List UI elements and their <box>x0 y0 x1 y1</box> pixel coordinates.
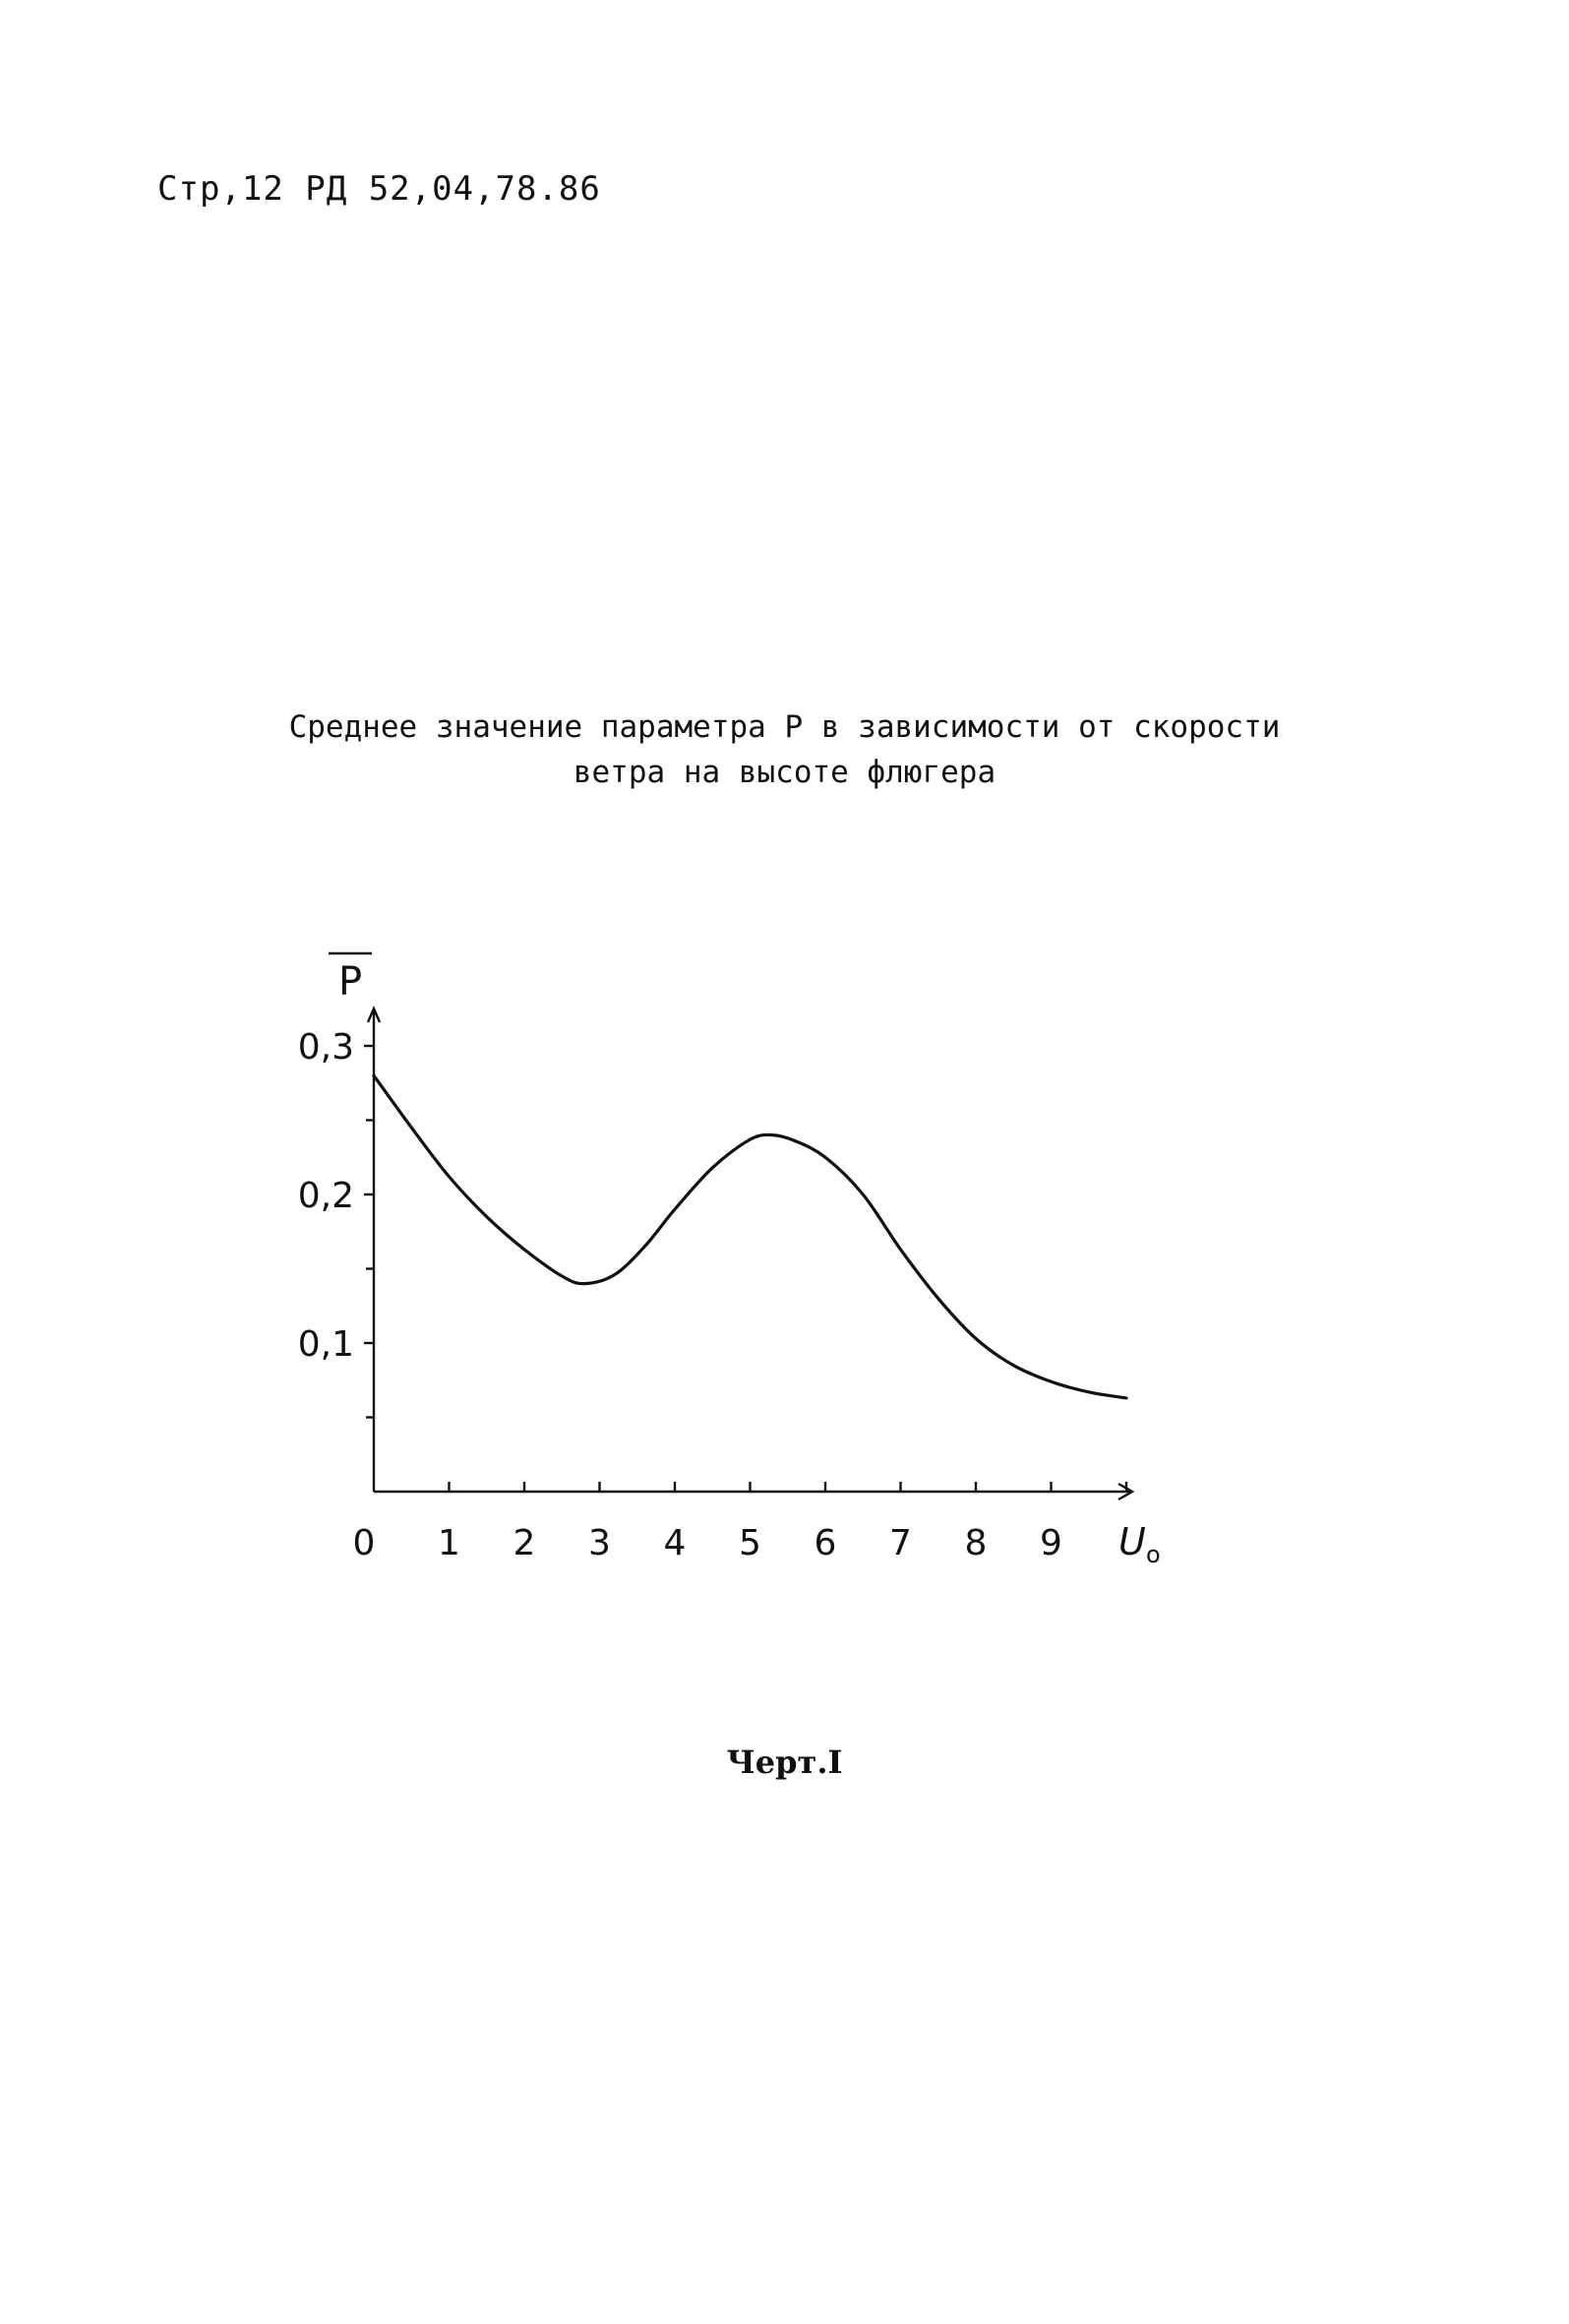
chart-labels <box>298 953 1161 1568</box>
x-tick-label: 8 <box>964 1523 988 1563</box>
series-line-p <box>374 1075 1126 1398</box>
chart-axes <box>368 1009 1132 1499</box>
x-axis-label: U <box>1118 1520 1146 1563</box>
chart-subtitle: ветра на высоте флюгера <box>573 755 996 790</box>
x-axis-label-subscript: o <box>1146 1541 1161 1568</box>
page-header: Стр,12 РД 52,04,78.86 <box>157 169 601 209</box>
x-tick-label: 5 <box>739 1523 761 1563</box>
x-tick-label: 0 <box>352 1523 376 1563</box>
x-tick-label: 6 <box>814 1523 837 1563</box>
chart-title: Среднее значение параметра P в зависимости от скорости <box>288 709 1281 745</box>
chart-ticks <box>364 1046 1126 1492</box>
x-tick-label: 7 <box>889 1523 912 1563</box>
y-axis-label: P <box>337 959 363 1005</box>
figure-caption: Черт.I <box>726 1743 843 1781</box>
x-tick-label: 2 <box>513 1523 536 1563</box>
y-tick-label: 0,1 <box>297 1324 354 1365</box>
x-tick-label: 3 <box>588 1523 611 1563</box>
x-tick-label: 4 <box>663 1523 687 1563</box>
x-tick-label: 1 <box>438 1523 460 1563</box>
y-tick-label: 0,2 <box>297 1176 354 1216</box>
x-tick-label: 9 <box>1040 1523 1062 1563</box>
y-tick-label: 0,3 <box>297 1027 354 1068</box>
